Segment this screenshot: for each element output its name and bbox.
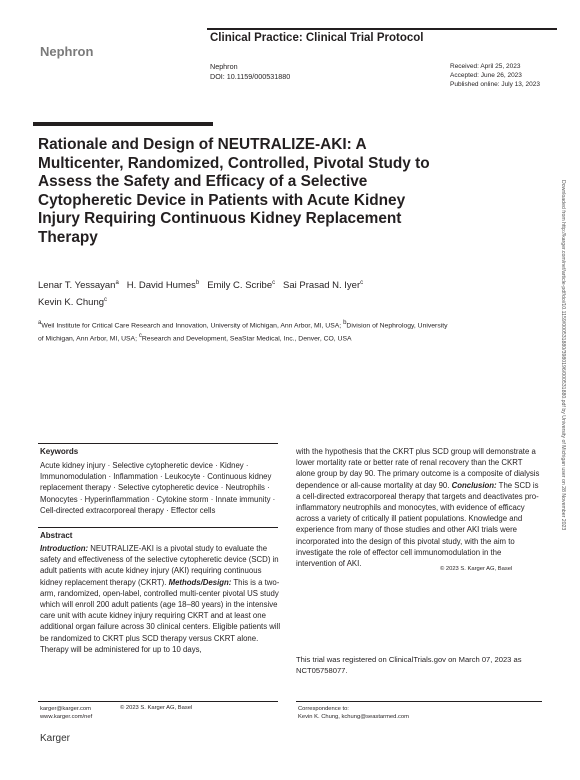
footer-contact — [40, 705, 92, 721]
affiliations: $^a$Weil Institute for Critical Care Research and Innovation, University of Michigan, Ann Arbor, MI, USA; $^b$Division of Nephrology, University of Michigan, Ann Arbor, MI, USA; $^c$Research and Development, SeaStar Medical, Inc., Denver, CO, USA — [38, 320, 448, 343]
abstract-copyright: © 2023 S. Karger AG, Basel — [440, 566, 513, 572]
article-section: Clinical Practice: Clinical Trial Protocol — [210, 32, 424, 44]
abstract-heading: Abstract — [40, 531, 73, 540]
footer-rule — [296, 701, 542, 702]
author: H. David Humes$^b$ — [126, 280, 200, 292]
introduction-label: Introduction: — [40, 544, 89, 553]
correspondence-contact[interactable]: Kevin K. Chung, kchung@seastarmed.com — [298, 714, 409, 720]
doi-link[interactable]: DOI: 10.1159/000531880 — [210, 72, 291, 81]
footer-copyright: © 2023 S. Karger AG, Basel — [120, 705, 193, 711]
section-rule — [207, 28, 557, 30]
article-title: Rationale and Design of NEUTRALIZE-AKI: A Multicenter, Randomized, Controlled, Pivotal Study to Assess the Safety and Efficacy of a Selective Cytopheretic Device in Patients with Acute Kidney Injury Requiring Continuous Kidney Replacement Therapy — [38, 136, 430, 246]
author: Lenar T. Yessayan$^a$ — [38, 280, 119, 292]
abstract-rule — [38, 527, 278, 528]
author: Emily C. Scribe$^c$ — [207, 280, 276, 292]
article-dates — [450, 62, 540, 89]
title-rule — [33, 122, 213, 126]
download-notice — [556, 180, 565, 580]
svg-text:Downloaded from http://karger.: Downloaded from http://karger.com/nef/article-pdf/doi/10.1159/000531880/3980196/000531880.pdf by University of Michigan user on 28 November 2023 — [560, 180, 566, 531]
publisher-email[interactable]: karger@karger.com — [40, 706, 91, 712]
publication-info — [210, 62, 290, 82]
journal-name: Nephron — [210, 62, 238, 71]
author-list — [38, 276, 458, 310]
methods-text: This is a two-arm, randomized, open-label, controlled multi-center pivotal US study which will enroll 200 adult patients (age 18–80 years) in the intensive care unit with acute kidney injury requiring CKRT and at least one additional organ failure across 30 clinical centers. Eligible patients will be randomized to CKRT plus SCD therapy versus CKRT alone. Therapy will be administered for up to 10 days, — [40, 577, 281, 654]
conclusion-label: Conclusion: — [451, 480, 497, 490]
publisher-logo: Karger — [40, 733, 71, 744]
abstract-continued — [296, 446, 542, 569]
footer-rule — [38, 701, 278, 702]
keywords-rule — [38, 443, 278, 444]
author: Kevin K. Chung$^c$ — [38, 297, 108, 309]
correspondence — [298, 705, 409, 721]
received-date: Received: April 25, 2023 — [450, 63, 521, 70]
journal-logo: Nephron — [40, 44, 94, 59]
methods-label: Methods/Design: — [168, 577, 232, 587]
conclusion-text: The SCD is a cell-directed extracorporeal therapy that targets and deactivates pro-inflammatory neutrophils and monocytes, with evidence of efficacy across a variety of critically ill patient populations. Knowledge and experience from many of those studies and other AKI trials were incorporated into the design of this pivotal study, with the aim to investigate the role of effector cell immunomodulation in the intervention of AKI. — [296, 480, 539, 569]
results-text: with the hypothesis that the CKRT plus SCD group will demonstrate a lower mortality rate or better rate of renal recovery than the CKRT alone group by day 90. The primary outcome is a composite of dialysis dependence or all-cause mortality at day 90. — [296, 447, 540, 490]
keywords-list: Acute kidney injury · Selective cytopheretic device · Kidney · Immunomodulation · Inflammation · Leukocyte · Continuous kidney replacement therapy · Selective cytopheretic device · Neutrophils · Monocytes · Hyperinflammation · Cytokine storm · Innate immunity · Cell-directed extracorporeal therapy · Effector cells — [40, 461, 276, 515]
introduction-text: NEUTRALIZE-AKI is a pivotal study to evaluate the safety and effectiveness of the selective cytopheretic device (SCD) in adult patients with acute kidney injury (AKI) requiring continuous kidney replacement therapy (CKRT). — [40, 544, 279, 587]
keywords-heading: Keywords — [40, 447, 79, 456]
accepted-date: Accepted: June 26, 2023 — [450, 72, 522, 79]
publisher-website[interactable]: www.karger.com/nef — [40, 714, 93, 720]
abstract-body — [40, 543, 282, 655]
author: Sai Prasad N. Iyer$^c$ — [283, 280, 364, 292]
published-date: Published online: July 13, 2023 — [450, 81, 540, 88]
correspondence-label: Correspondence to: — [298, 706, 349, 712]
trial-registration-note: This trial was registered on ClinicalTrials.gov on March 07, 2023 as NCT05758077. — [296, 655, 522, 675]
